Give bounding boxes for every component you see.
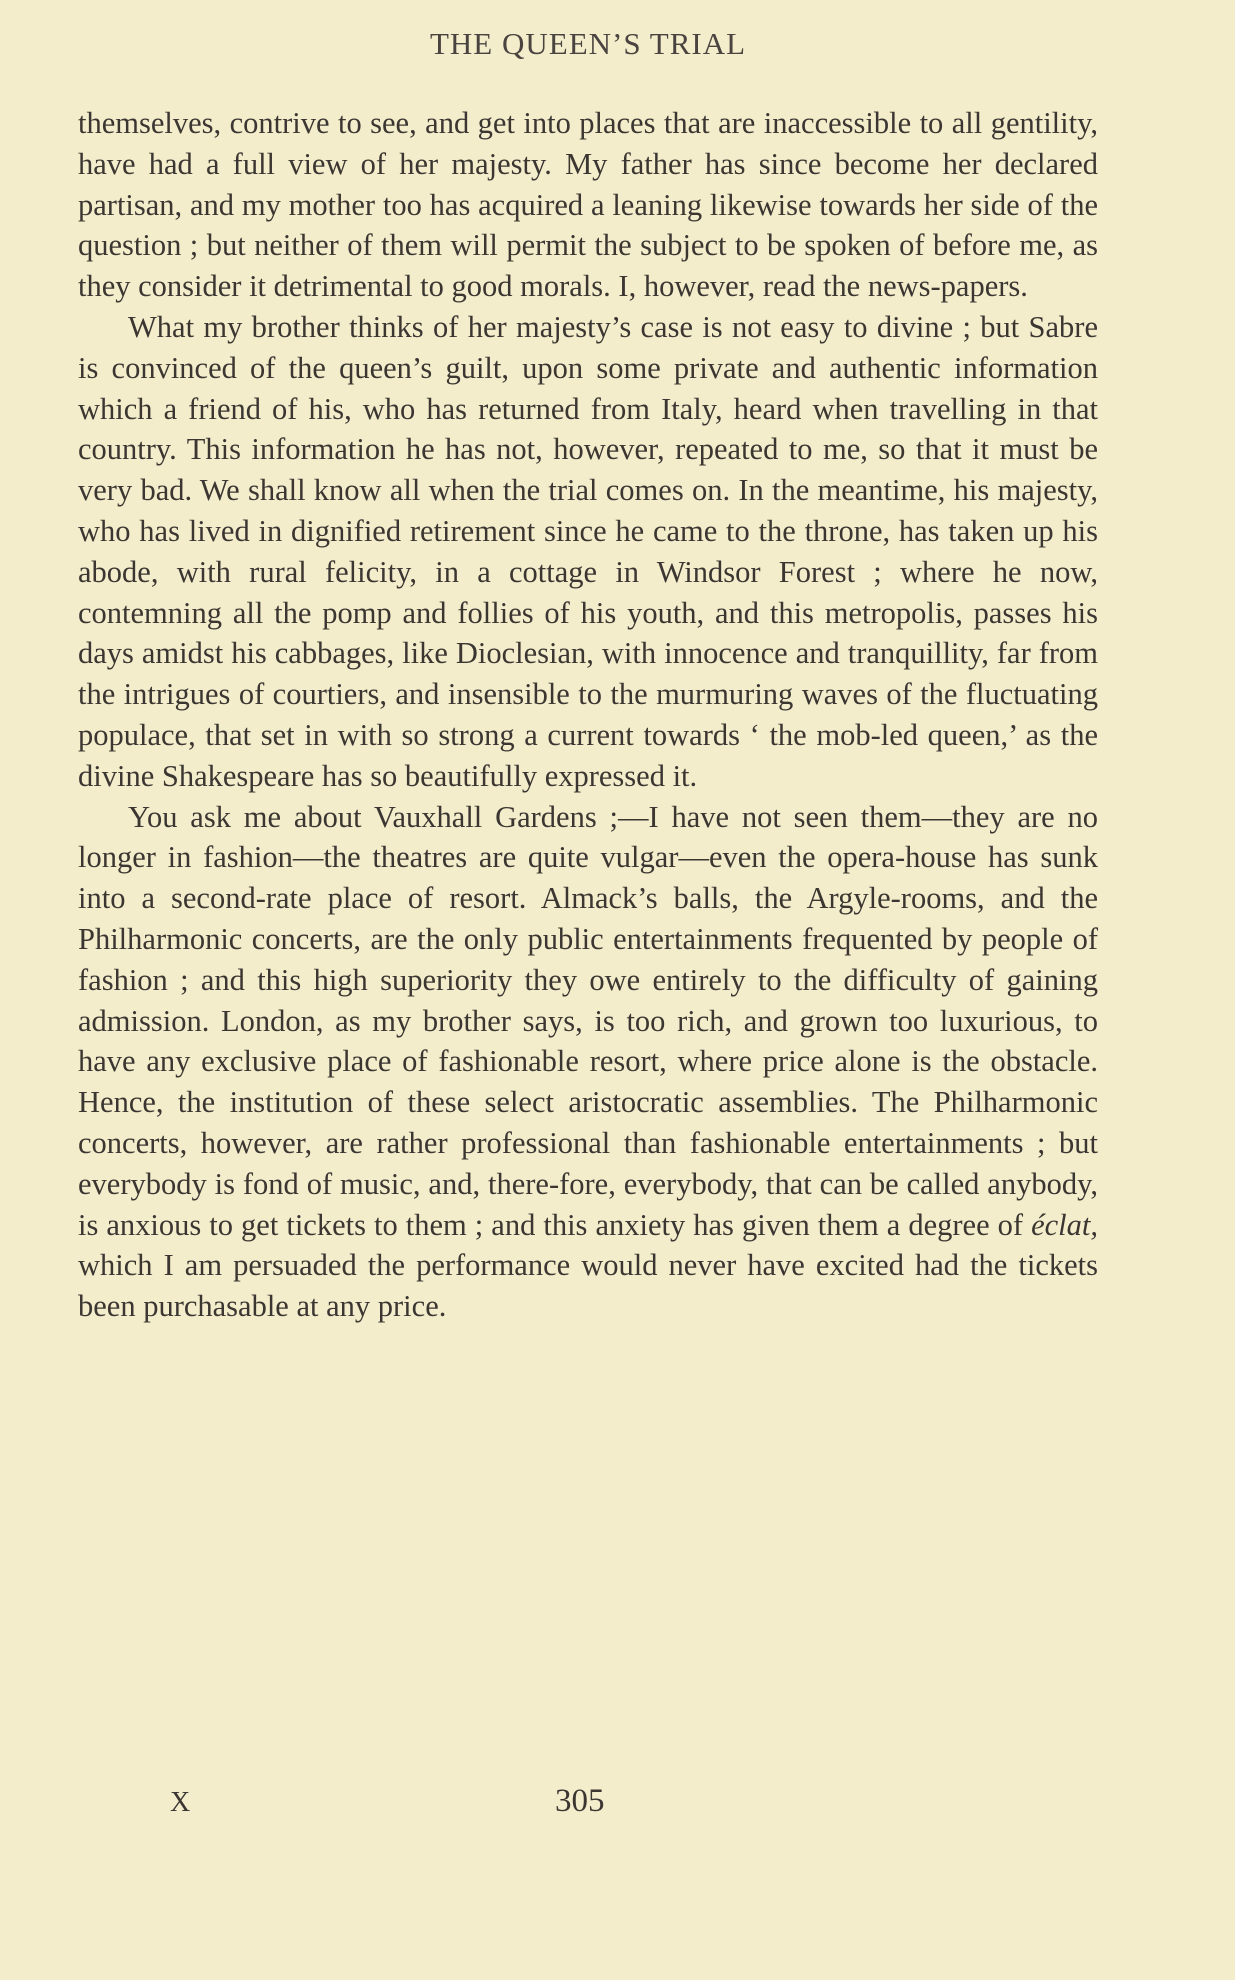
page-number: 305 <box>555 1783 605 1819</box>
paragraph-brother-opinion: What my brother thinks of her majesty’s case is not easy to divine ; but Sabre is convinced of the queen’s guilt, upon some private and authentic information which a friend of his, who has returned from Italy, heard when travelling in that country. This information he has not, however, repeated to me, so that it must be very bad. We shall know all when the trial comes on. In the meantime, his majesty, who has lived in dignified retirement since he came to the throne, has taken up his abode, with rural felicity, in a cottage in Windsor Forest ; where he now, contemning all the pomp and follies of his youth, and this metropolis, passes his days amidst his cabbages, like Dioclesian, with innocence and tranquillity, far from the intrigues of courtiers, and insensible to the murmuring waves of the fluctuating populace, that set in with so strong a current towards ‘ the mob-led queen,’ as the divine Shakespeare has so beautifully expressed it. <box>78 309 1098 793</box>
paragraph-continuation: themselves, contrive to see, and get into places that are inaccessible to all gentility, have had a full view of her majesty. My father has since become her declared partisan, and my mother too has acquired a leaning likewise towards her side of the question ; but neither of them will permit the subject to be spoken of before me, as they consider it detrimental to good morals. I, however, read the news-papers. <box>78 106 1098 304</box>
signature-mark: X <box>170 1787 191 1818</box>
running-head: THE QUEEN’S TRIAL <box>429 26 747 61</box>
body-text <box>78 103 1098 1327</box>
paragraph-vauxhall-main: You ask me about Vauxhall Gardens ;—I have not seen them—they are no longer in fashion—the theatres are quite vulgar—even the opera-house has sunk into a second-rate place of resort. Almack’s balls, the Argyle-rooms, and the Philharmonic concerts, are the only public entertainments frequented by people of fashion ; and this high superiority they owe entirely to the difficulty of gaining admission. London, as my brother says, is too rich, and grown too luxurious, to have any exclusive place of fashionable resort, where price alone is the obstacle. Hence, the institution of these select aristocratic assemblies. The Philharmonic concerts, however, are rather professional than fashionable entertainments ; but everybody is fond of music, and, there-fore, everybody, that can be called anybody, is anxious to get tickets to them ; and this anxiety has given them a degree of <box>78 799 1098 1242</box>
foreign-word-eclat: éclat, <box>1031 1207 1098 1242</box>
paragraph-vauxhall <box>78 797 1098 1327</box>
paragraph-vauxhall-end: which I am persuaded the performance would never have excited had the tickets been purchasable at any price. <box>78 1248 1098 1324</box>
